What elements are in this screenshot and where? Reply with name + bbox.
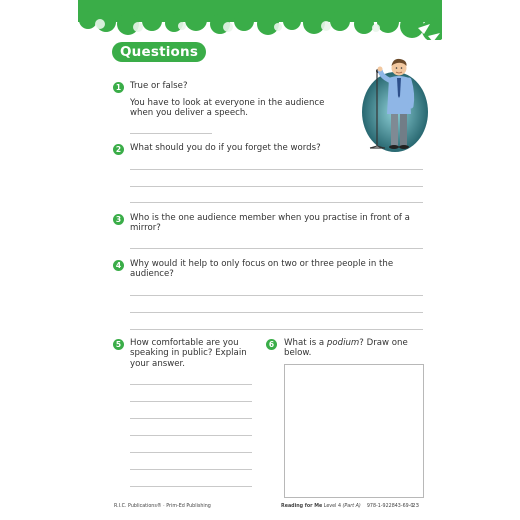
question-4-number: 4 [113,260,124,271]
question-1-statement: You have to look at everyone in the audience when you deliver a speech. [130,98,325,119]
answer-line-q1[interactable] [130,133,212,134]
answer-line-q4-2[interactable] [130,312,423,313]
answer-line-q2-3[interactable] [130,202,423,203]
footer-publisher: R.I.C. Publications® · Prim-Ed Publishing [114,504,211,509]
answer-line-q5-1[interactable] [130,384,252,385]
answer-line-q2-2[interactable] [130,186,423,187]
worksheet-page [78,0,442,520]
question-5-text: How comfortable are you speaking in public? Explain your answer. [130,338,247,369]
podium-term: podium [326,338,360,348]
answer-line-q5-3[interactable] [130,418,252,419]
footer-series: Reading for Me Level 4 (Part A) 978-1-922843-69-0 [281,504,414,509]
question-6-text: What is a podium? Draw one below. [284,338,408,359]
answer-line-q4-1[interactable] [130,295,423,296]
drawing-box[interactable] [284,364,424,498]
question-5-number: 5 [113,339,124,350]
question-1-number: 1 [113,82,124,93]
question-3-text: Who is the one audience member when you practise in front of a mirror? [130,213,410,234]
answer-line-q4-3[interactable] [130,329,423,330]
answer-line-q5-6[interactable] [130,469,252,470]
section-title: Questions [112,42,206,62]
question-1-text: True or false? [130,81,188,91]
answer-line-q5-7[interactable] [130,486,252,487]
answer-line-q3[interactable] [130,248,423,249]
question-2-text: What should you do if you forget the words? [130,143,321,153]
cloud-header-banner [78,0,442,40]
answer-line-q2-1[interactable] [130,169,423,170]
speaker-illustration [361,50,429,154]
page-number: 23 [412,503,420,509]
question-2-number: 2 [113,144,124,155]
question-6-number: 6 [266,339,277,350]
answer-line-q5-2[interactable] [130,401,252,402]
question-4-text: Why would it help to only focus on two or three people in the audience? [130,259,394,280]
answer-line-q5-5[interactable] [130,452,252,453]
answer-line-q5-4[interactable] [130,435,252,436]
question-3-number: 3 [113,214,124,225]
